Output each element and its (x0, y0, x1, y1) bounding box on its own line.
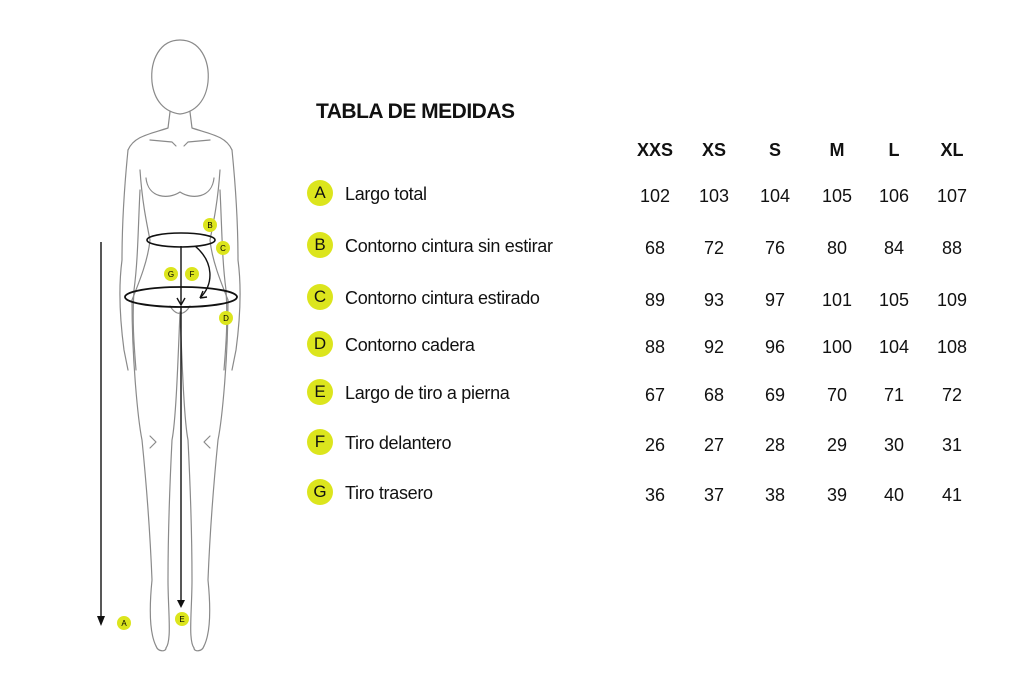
measure-row-e (0, 379, 1024, 409)
value-cell: 97 (764, 290, 786, 310)
table-title: TABLA DE MEDIDAS (316, 100, 515, 123)
value-cell: 105 (821, 186, 853, 206)
value-cell: 80 (826, 238, 848, 258)
measure-label: Contorno cintura estirado (345, 288, 540, 308)
value-cell: 72 (941, 385, 963, 405)
letter-badge: C (307, 284, 333, 310)
figure-marker-f (185, 267, 199, 281)
figure-marker-e (175, 612, 189, 626)
value-cell: 28 (764, 435, 786, 455)
value-cell: 71 (883, 385, 905, 405)
size-header-xs: XS (701, 140, 726, 160)
value-cell: 84 (883, 238, 905, 258)
letter-badge: G (307, 479, 333, 505)
size-header-s: S (768, 140, 781, 160)
value-cell: 107 (936, 186, 968, 206)
value-cell: 89 (644, 290, 666, 310)
measure-label: Contorno cadera (345, 335, 475, 355)
value-cell: 108 (936, 337, 968, 357)
size-header-row (0, 140, 1024, 164)
measure-label: Largo de tiro a pierna (345, 383, 510, 403)
letter-badge: E (307, 379, 333, 405)
measure-row-g (0, 479, 1024, 509)
svg-text:B: B (207, 221, 213, 230)
value-cell: 39 (826, 485, 848, 505)
measure-row-a (0, 180, 1024, 210)
value-cell: 102 (639, 186, 671, 206)
figure-marker-b (203, 218, 217, 232)
svg-text:C: C (220, 244, 226, 253)
value-cell: 106 (878, 186, 910, 206)
value-cell: 38 (764, 485, 786, 505)
value-cell: 31 (941, 435, 963, 455)
value-cell: 88 (644, 337, 666, 357)
value-cell: 76 (764, 238, 786, 258)
value-cell: 69 (764, 385, 786, 405)
value-cell: 40 (883, 485, 905, 505)
value-cell: 92 (703, 337, 725, 357)
size-header-m: M (829, 140, 845, 160)
size-header-xl: XL (940, 140, 964, 160)
value-cell: 68 (703, 385, 725, 405)
measure-row-d (0, 331, 1024, 361)
value-cell: 36 (644, 485, 666, 505)
value-cell: 37 (703, 485, 725, 505)
value-cell: 88 (941, 238, 963, 258)
value-cell: 103 (698, 186, 730, 206)
value-cell: 100 (821, 337, 853, 357)
value-cell: 93 (703, 290, 725, 310)
value-cell: 70 (826, 385, 848, 405)
value-cell: 101 (821, 290, 853, 310)
svg-text:E: E (179, 615, 185, 624)
letter-badge: B (307, 232, 333, 258)
measure-label: Contorno cintura sin estirar (345, 236, 553, 256)
value-cell: 30 (883, 435, 905, 455)
svg-text:D: D (223, 314, 229, 323)
figure-marker-g (164, 267, 178, 281)
value-cell: 68 (644, 238, 666, 258)
value-cell: 41 (941, 485, 963, 505)
svg-text:F: F (189, 270, 195, 279)
size-header-l: L (888, 140, 900, 160)
value-cell: 67 (644, 385, 666, 405)
letter-badge: F (307, 429, 333, 455)
letter-badge: A (307, 180, 333, 206)
value-cell: 26 (644, 435, 666, 455)
value-cell: 109 (936, 290, 968, 310)
value-cell: 96 (764, 337, 786, 357)
svg-text:A: A (121, 619, 127, 628)
value-cell: 104 (759, 186, 791, 206)
measure-row-f (0, 429, 1024, 459)
value-cell: 104 (878, 337, 910, 357)
value-cell: 29 (826, 435, 848, 455)
value-cell: 105 (878, 290, 910, 310)
size-header-xxs: XXS (636, 140, 674, 160)
letter-badge: D (307, 331, 333, 357)
measure-label: Largo total (345, 184, 427, 204)
measure-row-b (0, 232, 1024, 262)
value-cell: 27 (703, 435, 725, 455)
figure-marker-a (117, 616, 131, 630)
value-cell: 72 (703, 238, 725, 258)
measure-label: Tiro trasero (345, 483, 433, 503)
svg-text:G: G (167, 270, 175, 279)
measure-row-c (0, 284, 1024, 314)
measure-label: Tiro delantero (345, 433, 452, 453)
